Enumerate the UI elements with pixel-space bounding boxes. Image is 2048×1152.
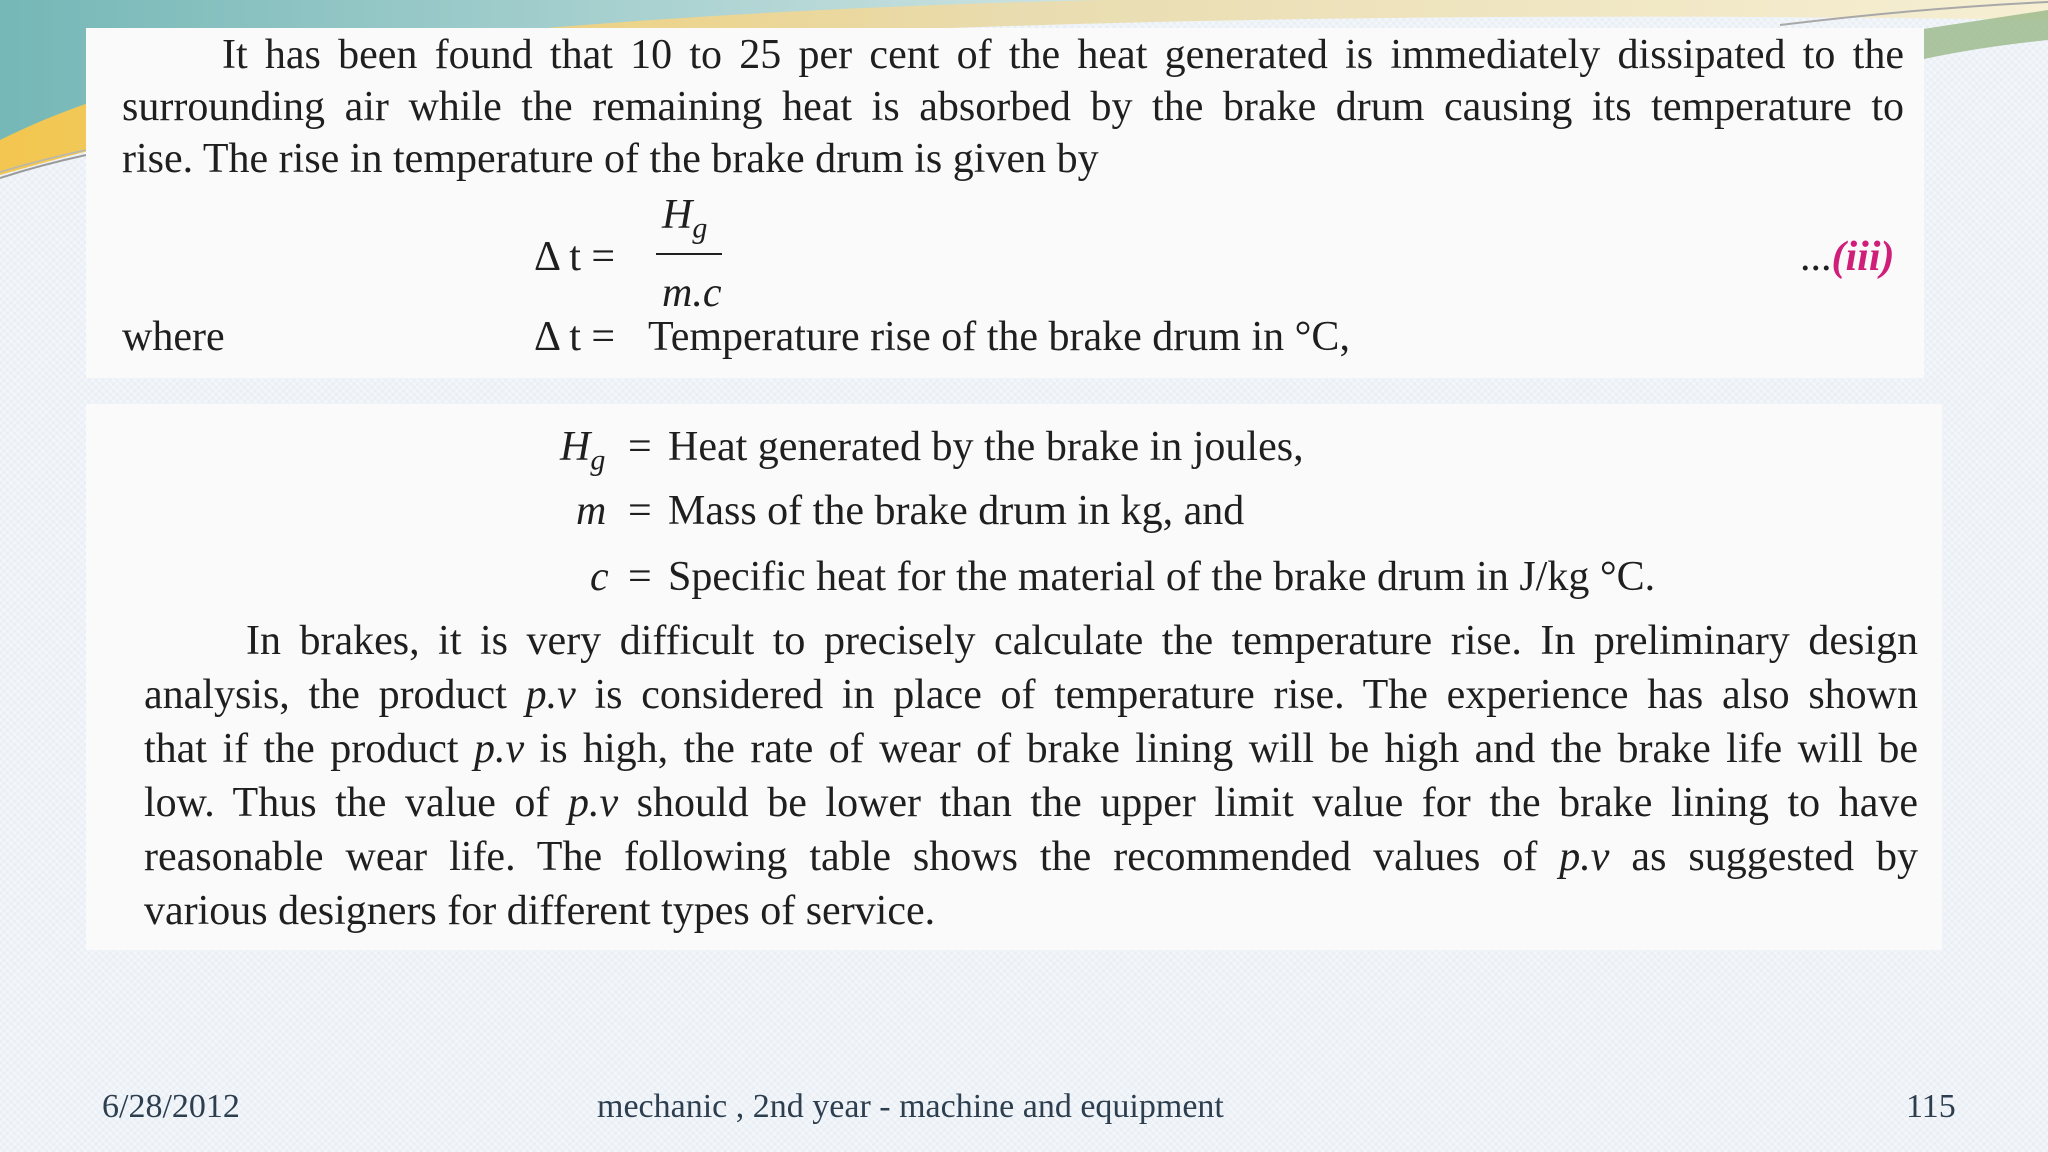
line-2-text-a: analysis, the product — [144, 672, 526, 718]
footer-page-number: 115 — [1906, 1088, 1956, 1125]
def-delta-t-symbol: Δ t = — [534, 314, 616, 360]
top-paragraph-line-1: It has been found that 10 to 25 per cent of the heat generated is immediately dissipated to the — [222, 32, 1904, 78]
def-hg-equals: = — [628, 424, 652, 470]
def-delta-t-text: Temperature rise of the brake drum in °C, — [648, 314, 1350, 360]
def-hg-subscript: g — [590, 443, 606, 477]
equation-number-prefix: ... — [1800, 234, 1832, 280]
line-2-text-b: is considered in place of temperature rise. The experience has also shown — [575, 672, 1919, 718]
def-c-equals: = — [628, 554, 652, 600]
def-m-equals: = — [628, 488, 652, 534]
def-hg-base: H — [560, 424, 591, 470]
def-c-symbol: c — [590, 554, 609, 600]
where-label: where — [122, 314, 225, 360]
fraction-bar — [656, 253, 722, 255]
equation-numerator — [662, 194, 707, 243]
bottom-paragraph-line-5 — [144, 836, 1918, 878]
def-c-text: Specific heat for the material of the brake drum in J/kg °C. — [668, 554, 1656, 600]
line-3-text-a: that if the product — [144, 726, 474, 772]
line-4-pv: p.v — [567, 780, 619, 826]
line-4-text-b: should be lower than the upper limit value for the brake lining to have — [618, 780, 1919, 826]
line-3-text-b: is high, the rate of wear of brake lining will be high and the brake life will be — [524, 726, 1918, 772]
line-1-text: In brakes, it is very difficult to precisely calculate the temperature rise. In preliminary design — [246, 618, 1918, 664]
line-4-text-a: low. Thus the value of — [144, 780, 568, 826]
def-m-text: Mass of the brake drum in kg, and — [668, 488, 1245, 534]
bottom-paragraph-line-4 — [144, 782, 1918, 824]
line-3-pv: p.v — [473, 726, 525, 772]
bottom-paragraph-line-2 — [144, 674, 1918, 716]
top-paragraph-line-2: surrounding air while the remaining heat is absorbed by the brake drum causing its temperature to — [122, 84, 1904, 130]
bottom-paragraph-line-1 — [246, 620, 1918, 662]
bottom-paragraph-line-6 — [144, 890, 935, 932]
equation-number-label: (iii) — [1831, 234, 1895, 280]
numerator-symbol: H — [662, 192, 693, 238]
equation-number — [1800, 236, 1894, 278]
bottom-paragraph-line-3 — [144, 728, 1918, 770]
def-hg-symbol — [560, 426, 605, 475]
def-hg-text: Heat generated by the brake in joules, — [668, 424, 1304, 470]
equation-denominator: m.c — [662, 270, 722, 316]
footer-title: mechanic , 2nd year - machine and equipment — [597, 1088, 1224, 1125]
footer-date: 6/28/2012 — [102, 1088, 240, 1125]
line-5-text-b: as suggested by — [1609, 834, 1918, 880]
line-6-text: various designers for different types of service. — [144, 888, 936, 934]
top-paragraph-line-3: rise. The rise in temperature of the brake drum is given by — [122, 136, 1099, 182]
equation-lhs: Δ t = — [534, 234, 616, 280]
line-5-text-a: reasonable wear life. The following table shows the recommended values of — [144, 834, 1560, 880]
line-2-pv: p.v — [525, 672, 576, 718]
def-m-symbol: m — [576, 488, 607, 534]
numerator-subscript: g — [692, 211, 708, 245]
line-5-pv: p.v — [1559, 834, 1610, 880]
